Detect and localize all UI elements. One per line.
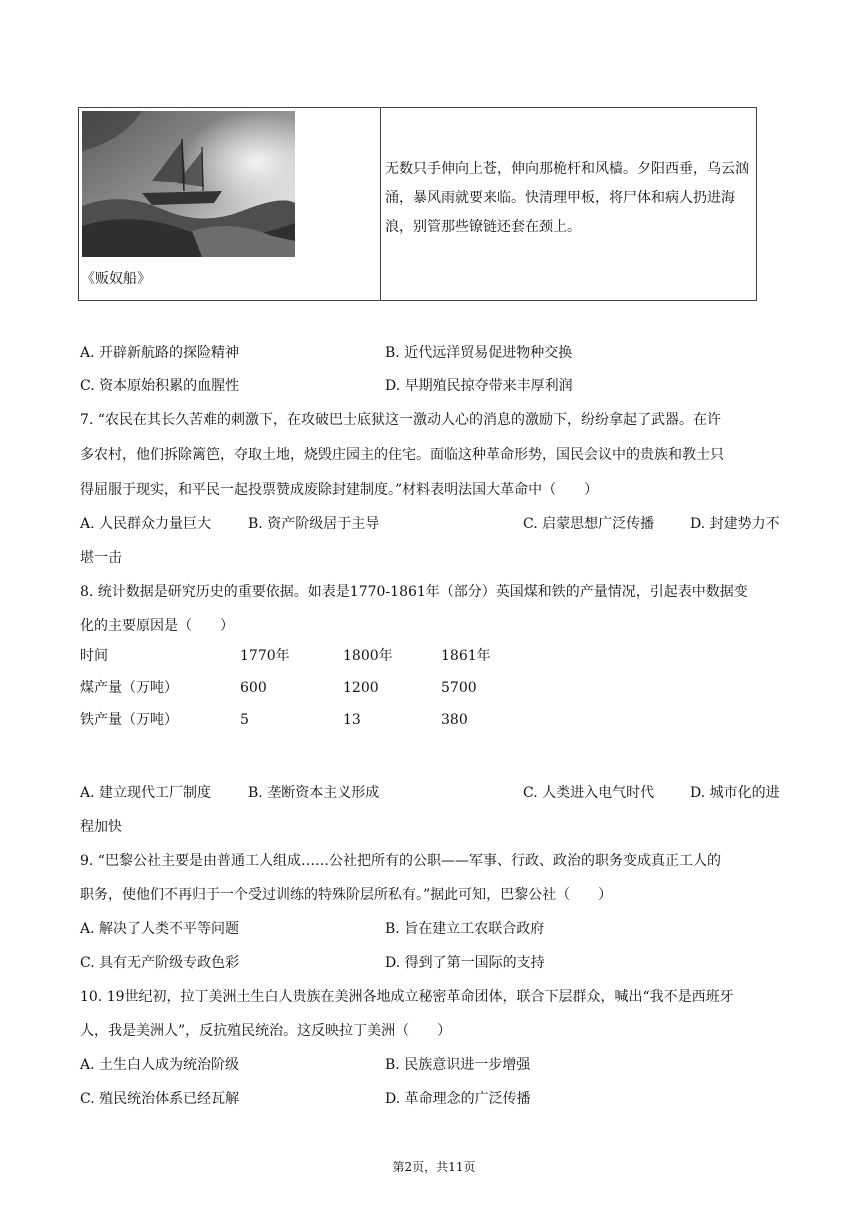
q7-stem-line-3: 得屈服于现实，和平民一起投票赞成废除封建制度。”材料表明法国大革命中（ ） bbox=[80, 482, 599, 498]
table-cell: 600 bbox=[240, 680, 267, 696]
table-cell: 铁产量（万吨） bbox=[80, 712, 178, 728]
page-footer: 第2页，共11页 bbox=[392, 1160, 476, 1174]
q8-stem-line-2: 化的主要原因是（ ） bbox=[80, 618, 234, 634]
q7-option-b[interactable]: B. 资产阶级居于主导 bbox=[248, 516, 380, 532]
table-cell: 380 bbox=[441, 712, 468, 728]
q6-option-d[interactable]: D. 早期殖民掠夺带来丰厚利润 bbox=[385, 378, 573, 394]
slave-ship-painting bbox=[82, 111, 295, 257]
q7-option-d[interactable]: D. 封建势力不 bbox=[690, 516, 780, 532]
q8-option-a[interactable]: A. 建立现代工厂制度 bbox=[80, 785, 212, 801]
q7-option-a[interactable]: A. 人民群众力量巨大 bbox=[80, 516, 212, 532]
table-cell: 5700 bbox=[441, 680, 477, 696]
material-table bbox=[78, 107, 757, 301]
q6-option-b[interactable]: B. 近代远洋贸易促进物种交换 bbox=[385, 345, 573, 361]
table-cell: 1800年 bbox=[343, 648, 393, 664]
q7-option-d-wrap: 堪一击 bbox=[80, 550, 122, 566]
table-cell: 1770年 bbox=[240, 648, 290, 664]
q8-option-b[interactable]: B. 垄断资本主义形成 bbox=[248, 785, 380, 801]
material-image-cell bbox=[79, 108, 381, 301]
table-cell: 5 bbox=[240, 712, 249, 728]
q7-stem-line-2: 多农村，他们拆除篱笆，夺取土地，烧毁庄园主的住宅。面临这种革命形势，国民会议中的贵族和教士只 bbox=[80, 447, 724, 463]
q7-option-c[interactable]: C. 启蒙思想广泛传播 bbox=[523, 516, 655, 532]
q9-option-b[interactable]: B. 旨在建立工农联合政府 bbox=[385, 921, 545, 937]
q10-stem-line-2: 人，我是美洲人”，反抗殖民统治。这反映拉丁美洲（ ） bbox=[80, 1023, 452, 1039]
table-cell: 1861年 bbox=[441, 648, 491, 664]
table-cell: 煤产量（万吨） bbox=[80, 680, 178, 696]
q8-option-c[interactable]: C. 人类进入电气时代 bbox=[523, 785, 655, 801]
table-cell: 时间 bbox=[80, 648, 108, 664]
q8-stem-line-1: 8. 统计数据是研究历史的重要依据。如表是1770-1861年（部分）英国煤和铁的产量情况，引起表中数据变 bbox=[80, 584, 748, 600]
q9-stem-line-1: 9. “巴黎公社主要是由普通工人组成……公社把所有的公职——军事、行政、政治的职务变成真正工人的 bbox=[80, 853, 721, 869]
q9-option-d[interactable]: D. 得到了第一国际的支持 bbox=[385, 955, 545, 971]
q6-option-a[interactable]: A. 开辟新航路的探险精神 bbox=[80, 345, 240, 361]
q9-stem-line-2: 职务，使他们不再归于一个受过训练的特殊阶层所私有。”据此可知，巴黎公社（ ） bbox=[80, 887, 613, 903]
material-text-cell bbox=[381, 108, 757, 301]
q10-option-d[interactable]: D. 革命理念的广泛传播 bbox=[385, 1091, 531, 1107]
q9-option-c[interactable]: C. 具有无产阶级专政色彩 bbox=[80, 955, 240, 971]
q8-option-d[interactable]: D. 城市化的进 bbox=[690, 785, 780, 801]
q6-option-c[interactable]: C. 资本原始积累的血腥性 bbox=[80, 378, 240, 394]
q8-option-d-wrap: 程加快 bbox=[80, 819, 122, 835]
q10-option-a[interactable]: A. 土生白人成为统治阶级 bbox=[80, 1057, 240, 1073]
table-cell: 13 bbox=[343, 712, 361, 728]
q9-option-a[interactable]: A. 解决了人类不平等问题 bbox=[80, 921, 240, 937]
q10-option-b[interactable]: B. 民族意识进一步增强 bbox=[385, 1057, 531, 1073]
q7-stem-line-1: 7. “农民在其长久苦难的刺激下，在攻破巴士底狱这一激动人心的消息的激励下，纷纷拿起了武器。在许 bbox=[80, 412, 721, 428]
table-cell: 1200 bbox=[343, 680, 379, 696]
q10-option-c[interactable]: C. 殖民统治体系已经瓦解 bbox=[80, 1091, 240, 1107]
material-text: 无数只手伸向上苍，伸向那桅杆和风樯。夕阳西垂，乌云汹涌，暴风雨就要来临。快清理甲板，将尸体和病人扔进海浪，别管那些镣链还套在颈上。 bbox=[385, 161, 749, 235]
q10-stem-line-1: 10. 19世纪初，拉丁美洲土生白人贵族在美洲各地成立秘密革命团体，联合下层群众，喊出“我不是西班牙 bbox=[80, 989, 734, 1005]
painting-caption: 《贩奴船》 bbox=[81, 271, 151, 287]
